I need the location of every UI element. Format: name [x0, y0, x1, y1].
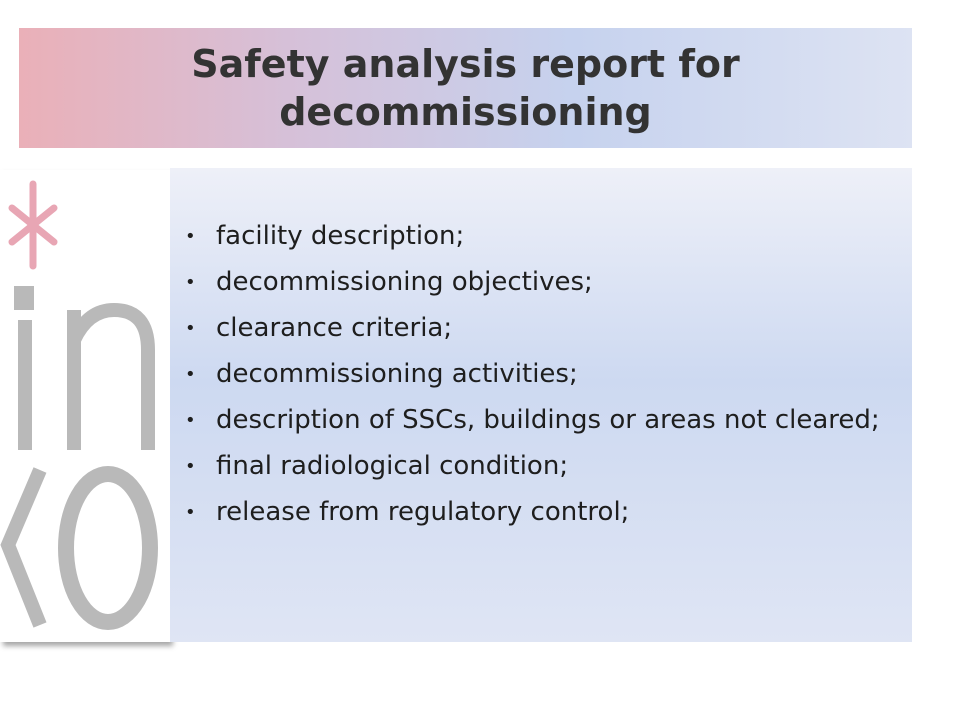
bullet-item — [185, 220, 906, 253]
bullet-text: release from regulatory control; — [216, 497, 630, 527]
title-banner — [19, 28, 912, 148]
content-panel — [170, 168, 912, 642]
letter-i — [14, 286, 34, 450]
bullet-item — [185, 496, 906, 529]
bullet-text: clearance criteria; — [216, 313, 453, 343]
slide-title — [191, 40, 739, 136]
asterisk-mark — [12, 184, 54, 266]
bullet-item — [185, 404, 906, 437]
bullet-list — [185, 220, 906, 542]
bullet-text: decommissioning objectives; — [216, 267, 593, 297]
inko-logo — [0, 170, 170, 642]
slide-title-line-2: decommissioning — [279, 90, 652, 134]
slide-title-line-1: Safety analysis report for — [191, 42, 740, 86]
bullet-marker: • — [185, 502, 196, 523]
bullet-text: facility description; — [216, 221, 465, 251]
bullet-marker: • — [185, 410, 196, 431]
letter-k — [8, 470, 40, 625]
bullet-marker: • — [185, 226, 196, 247]
bullet-item — [185, 358, 906, 391]
letter-o — [66, 474, 150, 622]
bullet-marker: • — [185, 456, 196, 477]
bullet-text: decommissioning activities; — [216, 359, 578, 389]
bullet-marker: • — [185, 364, 196, 385]
bullet-marker: • — [185, 272, 196, 293]
bullet-text: description of SSCs, buildings or areas not cleared; — [216, 405, 880, 435]
bullet-marker: • — [185, 318, 196, 339]
bullet-item — [185, 266, 906, 299]
bullet-item — [185, 450, 906, 483]
inko-logo-graphic — [0, 170, 170, 642]
bullet-item — [185, 312, 906, 345]
letter-n — [74, 310, 148, 450]
bullet-text: final radiological condition; — [216, 451, 569, 481]
